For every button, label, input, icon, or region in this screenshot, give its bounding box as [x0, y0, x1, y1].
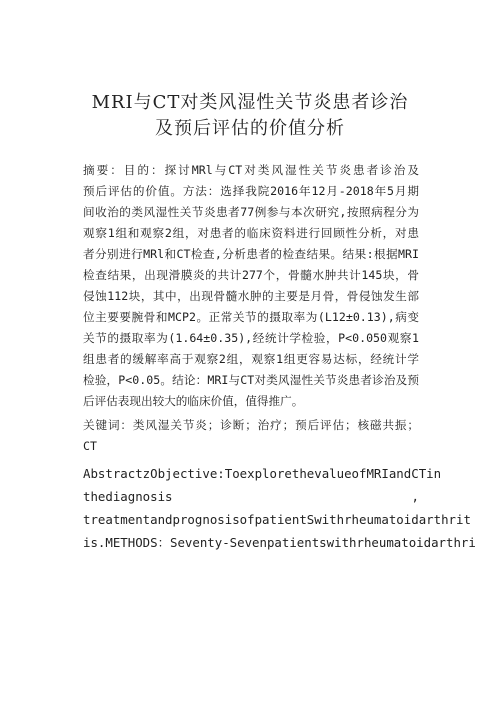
document-title-line-1: MRI与CT对类风湿性关节炎患者诊治	[91, 92, 409, 113]
keywords-line: CT	[83, 439, 97, 453]
english-abstract-line: treatmentandprognosisofpatientSwithrheumatoidarthrit	[83, 512, 471, 527]
english-abstract-punctuation: ,	[411, 489, 419, 504]
english-abstract-line	[83, 488, 419, 506]
english-abstract-text: thediagnosis	[83, 489, 173, 504]
abstract-line: 侵蚀112块，其中，出现骨髓水肿的主要是月骨，骨侵蚀发生部	[83, 289, 419, 303]
keywords-line: 关键词：类风湿关节炎；诊断；治疗；预后评估；核磁共振；	[83, 418, 419, 432]
english-abstract-line: is.METHODS：Seventy-Sevenpatientswithrheumatoidarthri	[83, 535, 476, 550]
abstract-line: 后评估表现出较大的临床价值，值得推广。	[83, 394, 304, 408]
abstract-line: 摘要：目的：探讨MRl与CT对类风湿性关节炎患者诊治及	[83, 163, 419, 177]
document-title-line-2: 及预后评估的价值分析	[155, 118, 345, 139]
abstract-line: 关节的摄取率为(1.64±0.35),经统计学检验，P<0.050观察1	[83, 331, 419, 345]
abstract-line: 者分别进行MRl和CT检查,分析患者的检查结果。结果:根据MRI	[83, 247, 419, 261]
abstract-line: 位主要要腕骨和MCP2。正常关节的摄取率为(L12±0.13),病变	[83, 310, 419, 324]
abstract-line: 间收治的类风湿性关节炎患者77例参与本次研究,按照病程分为	[83, 205, 419, 219]
abstract-line: 观察1组和观察2组，对患者的临床资料进行回顾性分析，对患	[83, 226, 419, 240]
english-abstract-line: AbstractzObjective:ToexplorethevalueofMRIandCTin	[83, 466, 442, 481]
abstract-line: 检查结果，出现滑膜炎的共计277个，骨髓水肿共计145块，骨	[83, 268, 419, 282]
abstract-line: 预后评估的价值。方法：选择我院2016年12月-2018年5月期	[83, 184, 419, 198]
abstract-line: 检验，P<0.05。结论：MRI与CT对类风湿性关节炎患者诊治及预	[83, 373, 419, 387]
abstract-line: 组患者的缓解率高于观察2组，观察1组更容易达标，经统计学	[83, 352, 419, 366]
